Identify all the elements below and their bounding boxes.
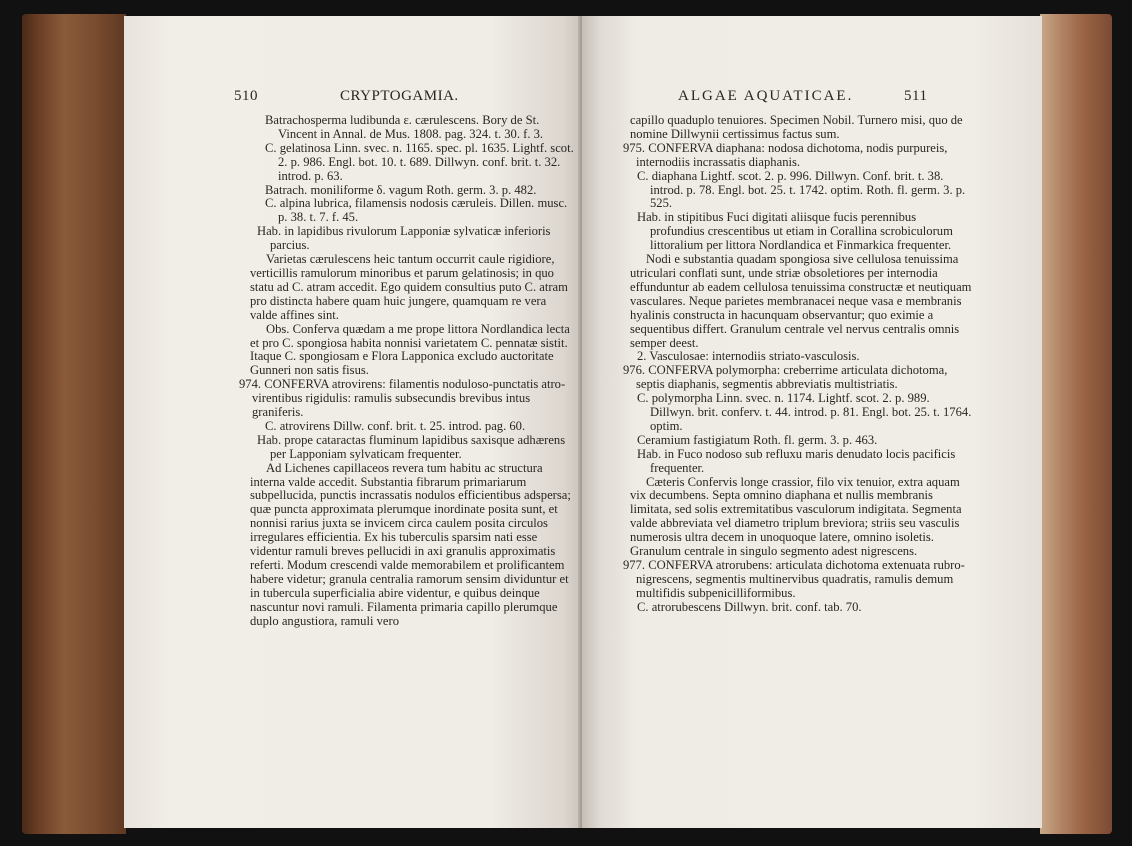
text-line: Batrachosperma ludibunda ε. cærulescens. Bory de St. Vincent in Annal. de Mus. 1808. pag. 324. t. 30. f. 3. [265, 113, 544, 141]
book-edge-left [22, 14, 126, 834]
book-edge-right [1040, 14, 1112, 834]
text-line: Hab. in Fuco nodoso sub refluxu maris denudato locis pacificis frequenter. [637, 446, 956, 475]
text-line: Hab. in stipitibus Fuci digitati aliisque fucis perennibus profundius crescentibus ut etiam in Corallina scrobiculorum littoralium per littora Nordlandica et Finmarkica frequenter. [637, 210, 953, 253]
text-line: C. alpina lubrica, filamensis nodosis cæruleis. Dillen. musc. p. 38. t. 7. f. 45. [265, 196, 568, 225]
text-line: C. atrovirens Dillw. conf. brit. t. 25. introd. pag. 60. [265, 418, 526, 433]
left-text-block [239, 113, 576, 629]
text-line: Batrach. moniliforme δ. vagum Roth. germ. 3. p. 482. [265, 182, 537, 197]
species-entry: 976. CONFERVA polymorpha: creberrime articulata dichotoma, septis diaphanis, segmentis abbreviatis multistriatis. [623, 363, 948, 392]
left-page-number: 510 [234, 88, 258, 104]
species-entry: 975. CONFERVA diaphana: nodosa dichotoma, nodis purpureis, internodiis incrassatis diaphanis. [623, 140, 948, 169]
right-page [582, 16, 1042, 828]
text-line: Ceramium fastigiatum Roth. fl. germ. 3. p. 463. [637, 432, 878, 447]
species-entry: 974. CONFERVA atrovirens: filamentis noduloso-punctatis atro-virentibus rigidulis: ramulis subsecundis brevibus intus graniferis. [239, 377, 566, 420]
right-text-block [623, 113, 972, 615]
text-line: C. gelatinosa Linn. svec. n. 1165. spec. pl. 1635. Lightf. scot. 2. p. 986. Engl. bot. 10. t. 689. Dillwyn. conf. brit. t. 32. introd. p. 63. [265, 140, 574, 183]
left-running-head: CRYPTOGAMIA. [340, 88, 459, 104]
text-paragraph: Nodi e substantia quadam spongiosa sive cellulosa tenuissima utriculari conflati sunt, unde striæ obsoletiores per internodia effunduntur ab eadem cellulosa tenuissima constructæ et neutiquam vasculares. Neque parietes membranacei neque vasa e membranis hyalinis constructa in hacunquam observantur; quo eximie a sequentibus differt. Granulum centrale vel nervus centralis omnis semper deest. [630, 252, 972, 350]
text-paragraph: Ad Lichenes capillaceos revera tum habitu ac structura interna valde accedit. Substantia fibrarum primariarum subpellucida, punctis incrassatis nodulos efficientibus adspersa; quæ puncta approximata plerumque inordinate posita sunt, et nonnisi rarius juxta se invicem circa caulem posita circulos irregulares efficientia. Ex his tuberculis sparsim nati esse videntur ramuli breves pellucidi in axi granulis approximatis referti. Modum crescendi valde memorabilem et prolificantem habere videtur; granula centralia ramorum sensim dividuntur et in tubercula superficialia abire videntur, e quibus deinque nascuntur novi ramuli. Filamenta primaria capillo plerumque duplo angustiora, ramuli vero [250, 460, 571, 628]
text-paragraph: capillo quaduplo tenuiores. Specimen Nobil. Turnero misi, quo de nomine Dillwynii certissimus factus sum. [630, 113, 963, 141]
right-page-number: 511 [904, 88, 928, 104]
text-line: C. diaphana Lightf. scot. 2. p. 996. Dillwyn. Conf. brit. t. 38. introd. p. 78. Engl. bot. 25. t. 1742. optim. Roth. fl. germ. 3. p. 525. [637, 168, 966, 211]
text-line: C. polymorpha Linn. svec. n. 1174. Lightf. scot. 2. p. 989. Dillwyn. brit. conferv. t. 44. introd. p. 81. Engl. bot. 25. t. 1764. optim. [637, 391, 972, 433]
section-heading: 2. Vasculosae: internodiis striato-vasculosis. [637, 349, 860, 364]
text-line: Hab. in lapidibus rivulorum Lapponiæ sylvaticæ inferioris parcius. [257, 224, 551, 253]
text-line: C. atrorubescens Dillwyn. brit. conf. tab. 70. [637, 599, 862, 614]
text-paragraph: Cæteris Confervis longe crassior, filo vix tenuior, extra aquam vix decumbens. Septa omnino diaphana et nullis membranis limitata, sed solis extremitatibus vasculorum indigitata. Segmenta valde abbreviata vel diametro triplum breviora; striis seu vasculis numerosis ultra decem in unoquoque latere, omnino isoletis. Granulum centrale in singulo segmento adest nigrescens. [630, 474, 962, 559]
text-paragraph: Varietas cærulescens heic tantum occurrit caule rigidiore, verticillis ramulorum minoribus et parum gelatinosis; in quo statu ad C. atram accedit. Ego quidem consultius puto C. atram pro distincta habere quam huic jungere, quamquam re vera valde affines sint. [250, 252, 568, 322]
text-line: Hab. prope cataractas fluminum lapidibus saxisque adhærens per Lapponiam sylvaticam frequenter. [257, 432, 566, 461]
book [22, 8, 1112, 838]
species-entry: 977. CONFERVA atrorubens: articulata dichotoma extenuata rubro-nigrescens, segmentis multinervibus quadratis, ramulis demum multifidis subpenicilliformibus. [623, 558, 965, 600]
text-paragraph: Obs. Conferva quædam a me prope littora Nordlandica lecta et pro C. spongiosa habita nonnisi varietatem C. pennatæ sistit. Itaque C. spongiosam e Flora Lapponica excludo auctoritate Gunneri non satis fisus. [250, 321, 570, 378]
left-page [124, 16, 582, 828]
right-running-head: ALGAE AQUATICAE. [678, 88, 854, 104]
